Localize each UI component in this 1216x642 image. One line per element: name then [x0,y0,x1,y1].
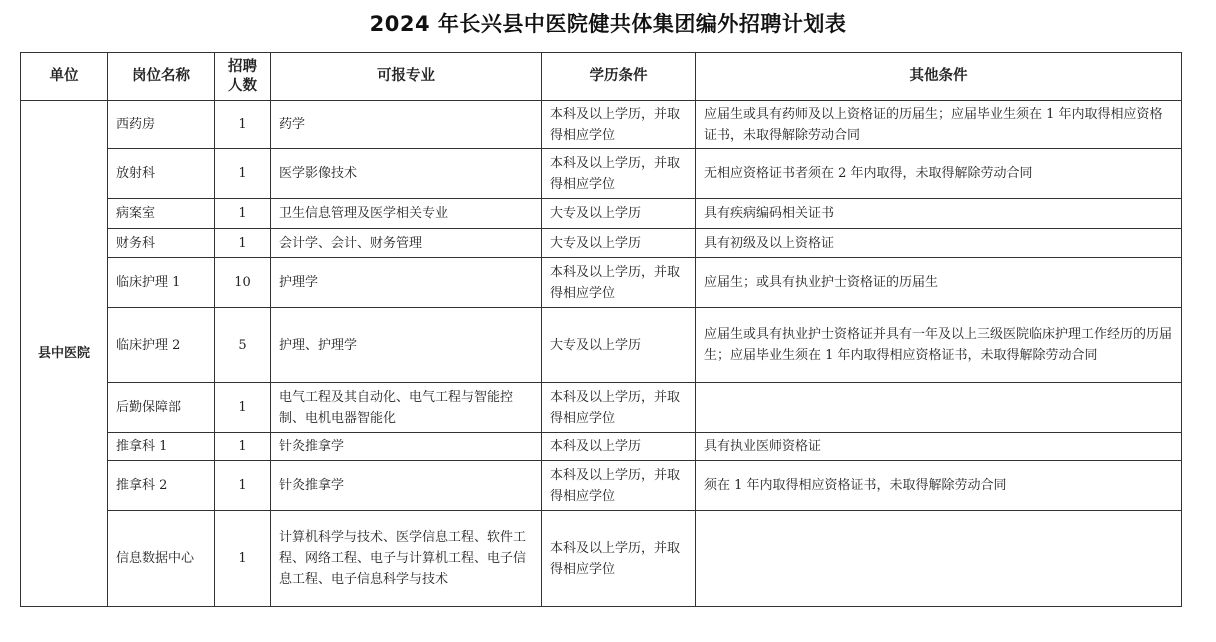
count-cell: 10 [215,258,271,308]
major-cell: 电气工程及其自动化、电气工程与智能控制、电机电器智能化 [271,383,542,433]
count-cell: 1 [215,149,271,199]
education-cell: 本科及以上学历，并取得相应学位 [542,149,696,199]
major-cell: 卫生信息管理及医学相关专业 [271,199,542,229]
education-cell: 本科及以上学历，并取得相应学位 [542,258,696,308]
major-cell: 针灸推拿学 [271,433,542,461]
education-cell: 大专及以上学历 [542,199,696,229]
education-cell: 本科及以上学历，并取得相应学位 [542,511,696,607]
other-cell: 须在 1 年内取得相应资格证书，未取得解除劳动合同 [696,461,1182,511]
table-row [21,383,1182,433]
table-row [21,433,1182,461]
table-row [21,101,1182,149]
other-cell: 具有执业医师资格证 [696,433,1182,461]
other-cell: 应届生；或具有执业护士资格证的历届生 [696,258,1182,308]
header-position: 岗位名称 [108,53,215,101]
header-row [21,53,1182,101]
position-cell: 推拿科 2 [108,461,215,511]
position-cell: 放射科 [108,149,215,199]
education-cell: 大专及以上学历 [542,308,696,383]
header-major: 可报专业 [271,53,542,101]
major-cell: 会计学、会计、财务管理 [271,229,542,258]
recruitment-plan-table [20,52,1182,607]
header-count: 招聘 人数 [215,53,271,101]
position-cell: 西药房 [108,101,215,149]
major-cell: 药学 [271,101,542,149]
other-cell [696,383,1182,433]
education-cell: 本科及以上学历 [542,433,696,461]
position-cell: 病案室 [108,199,215,229]
education-cell: 本科及以上学历，并取得相应学位 [542,101,696,149]
education-cell: 本科及以上学历，并取得相应学位 [542,383,696,433]
table-row [21,461,1182,511]
other-cell: 应届生或具有药师及以上资格证的历届生；应届毕业生须在 1 年内取得相应资格证书，未取得解除劳动合同 [696,101,1182,149]
education-cell: 大专及以上学历 [542,229,696,258]
count-cell: 1 [215,511,271,607]
header-education: 学历条件 [542,53,696,101]
major-cell: 护理、护理学 [271,308,542,383]
table-row [21,149,1182,199]
table-row [21,199,1182,229]
count-cell: 1 [215,383,271,433]
table-row [21,229,1182,258]
header-unit: 单位 [21,53,108,101]
count-cell: 1 [215,229,271,258]
table-row [21,258,1182,308]
position-cell: 财务科 [108,229,215,258]
count-cell: 5 [215,308,271,383]
header-other: 其他条件 [696,53,1182,101]
count-cell: 1 [215,101,271,149]
position-cell: 信息数据中心 [108,511,215,607]
education-cell: 本科及以上学历，并取得相应学位 [542,461,696,511]
major-cell: 护理学 [271,258,542,308]
other-cell [696,511,1182,607]
unit-cell: 县中医院 [21,101,108,607]
position-cell: 推拿科 1 [108,433,215,461]
major-cell: 计算机科学与技术、医学信息工程、软件工程、网络工程、电子与计算机工程、电子信息工程、电子信息科学与技术 [271,511,542,607]
page-title: 2024 年长兴县中医院健共体集团编外招聘计划表 [369,12,847,36]
major-cell: 医学影像技术 [271,149,542,199]
position-cell: 后勤保障部 [108,383,215,433]
other-cell: 应届生或具有执业护士资格证并具有一年及以上三级医院临床护理工作经历的历届生；应届毕业生须在 1 年内取得相应资格证书，未取得解除劳动合同 [696,308,1182,383]
other-cell: 具有疾病编码相关证书 [696,199,1182,229]
position-cell: 临床护理 1 [108,258,215,308]
count-cell: 1 [215,461,271,511]
table-row [21,511,1182,607]
other-cell: 具有初级及以上资格证 [696,229,1182,258]
table-row [21,308,1182,383]
position-cell: 临床护理 2 [108,308,215,383]
other-cell: 无相应资格证书者须在 2 年内取得，未取得解除劳动合同 [696,149,1182,199]
major-cell: 针灸推拿学 [271,461,542,511]
count-cell: 1 [215,433,271,461]
count-cell: 1 [215,199,271,229]
